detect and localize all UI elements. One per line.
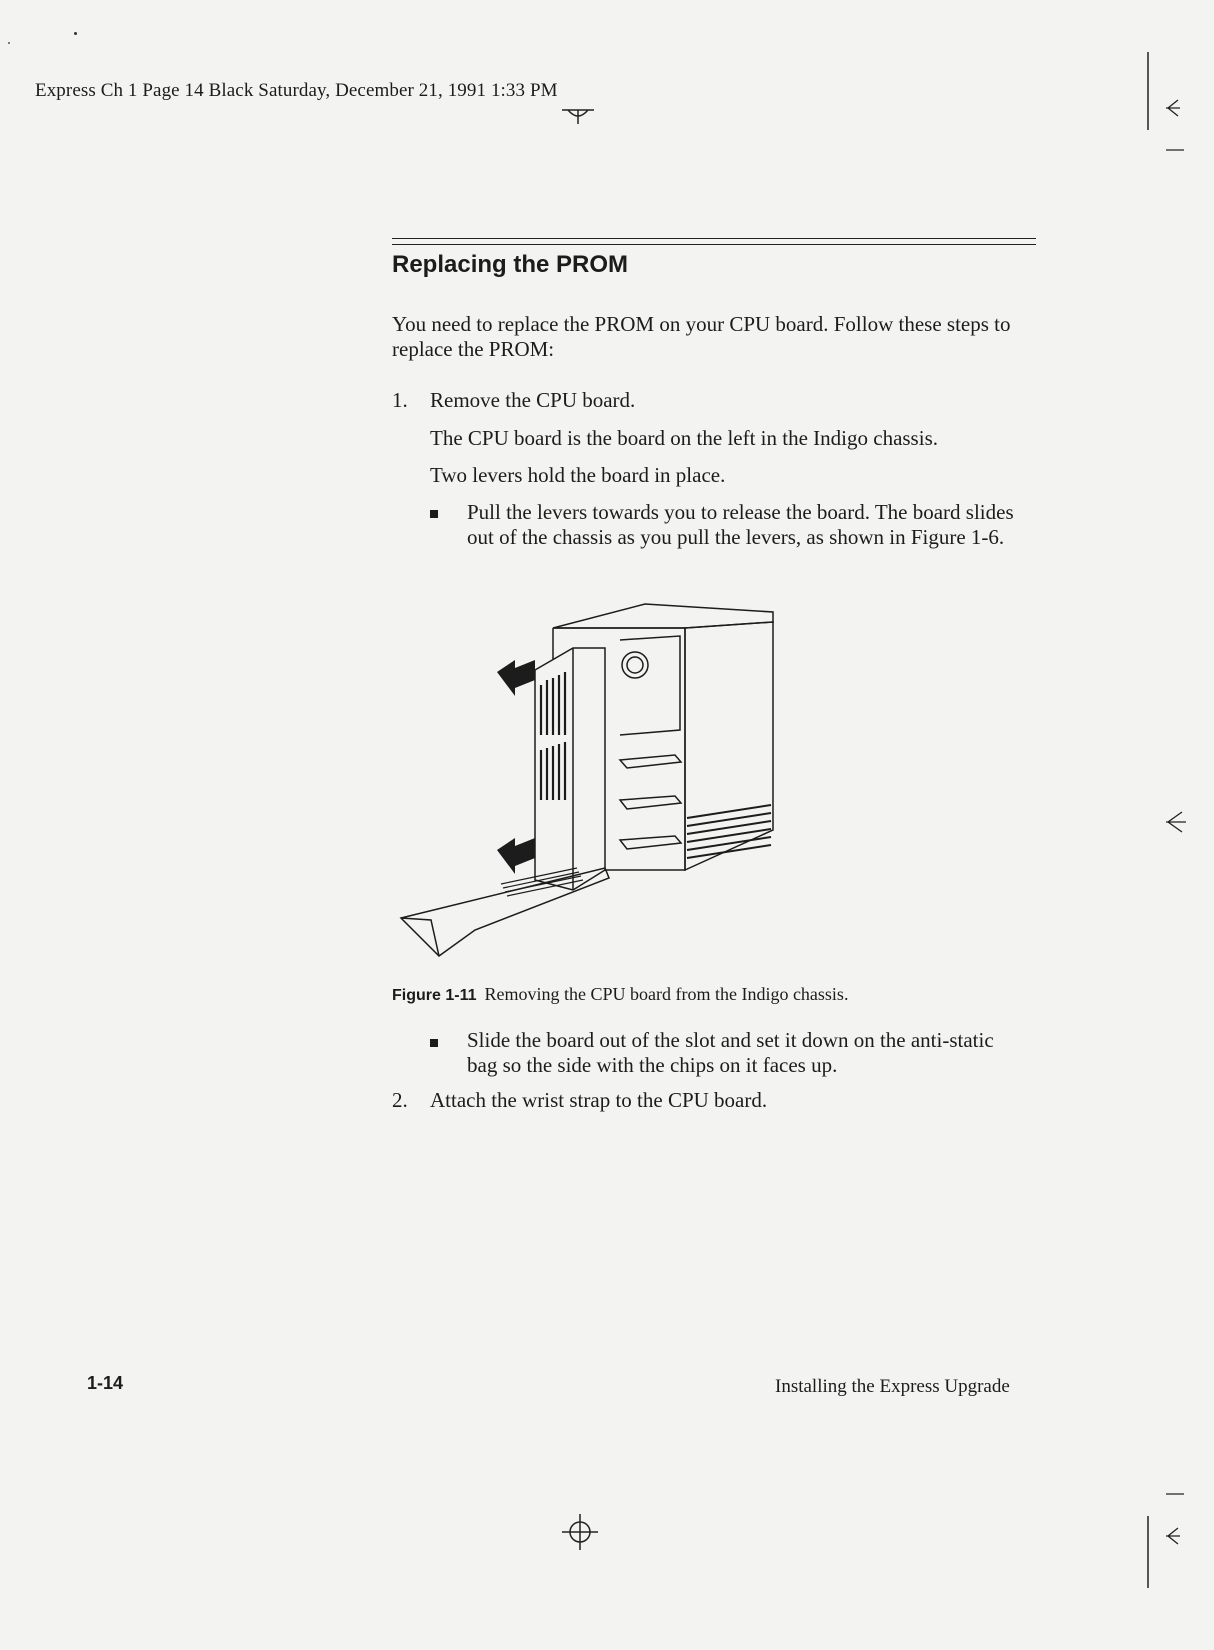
bullet-marker <box>430 510 438 518</box>
step-text: Remove the CPU board. <box>430 388 636 412</box>
figure-illustration <box>395 600 795 970</box>
scan-speck <box>74 32 77 35</box>
section-heading: Replacing the PROM <box>392 251 629 278</box>
step-number: 2. <box>392 1088 408 1112</box>
print-slug: Express Ch 1 Page 14 Black Saturday, December 21, 1991 1:33 PM <box>35 80 558 101</box>
step-text: Attach the wrist strap to the CPU board. <box>430 1088 768 1112</box>
section-rule <box>392 244 1036 245</box>
section-rule <box>392 238 1036 239</box>
crop-mark-top-right <box>1140 52 1190 162</box>
crop-mark-bottom-right <box>1140 1480 1190 1590</box>
step-paragraph: The CPU board is the board on the left in the Indigo chassis. <box>430 426 938 450</box>
bullet-text: Slide the board out of the slot and set it down on the anti-static bag so the side with the chips on it faces up. <box>467 1028 994 1077</box>
step-number: 1. <box>392 388 408 412</box>
registration-mark-bottom <box>562 1510 598 1554</box>
figure-caption-text: Removing the CPU board from the Indigo chassis. <box>484 984 849 1004</box>
registration-mark-top <box>560 104 596 126</box>
figure-caption <box>392 984 848 1005</box>
bullet-text: Pull the levers towards you to release the board. The board slides out of the chassis as you pull the levers, as shown in Figure 1-6. <box>467 500 1014 549</box>
crop-mark-middle-right <box>1160 810 1190 834</box>
intro-paragraph: You need to replace the PROM on your CPU board. Follow these steps to replace the PROM: <box>392 312 1011 361</box>
page-number: 1-14 <box>87 1373 124 1393</box>
running-footer: Installing the Express Upgrade <box>775 1376 1010 1397</box>
scan-speck <box>8 42 10 44</box>
bullet-marker <box>430 1039 438 1047</box>
step-paragraph: Two levers hold the board in place. <box>430 463 726 487</box>
figure-label: Figure 1-11 <box>392 987 477 1004</box>
